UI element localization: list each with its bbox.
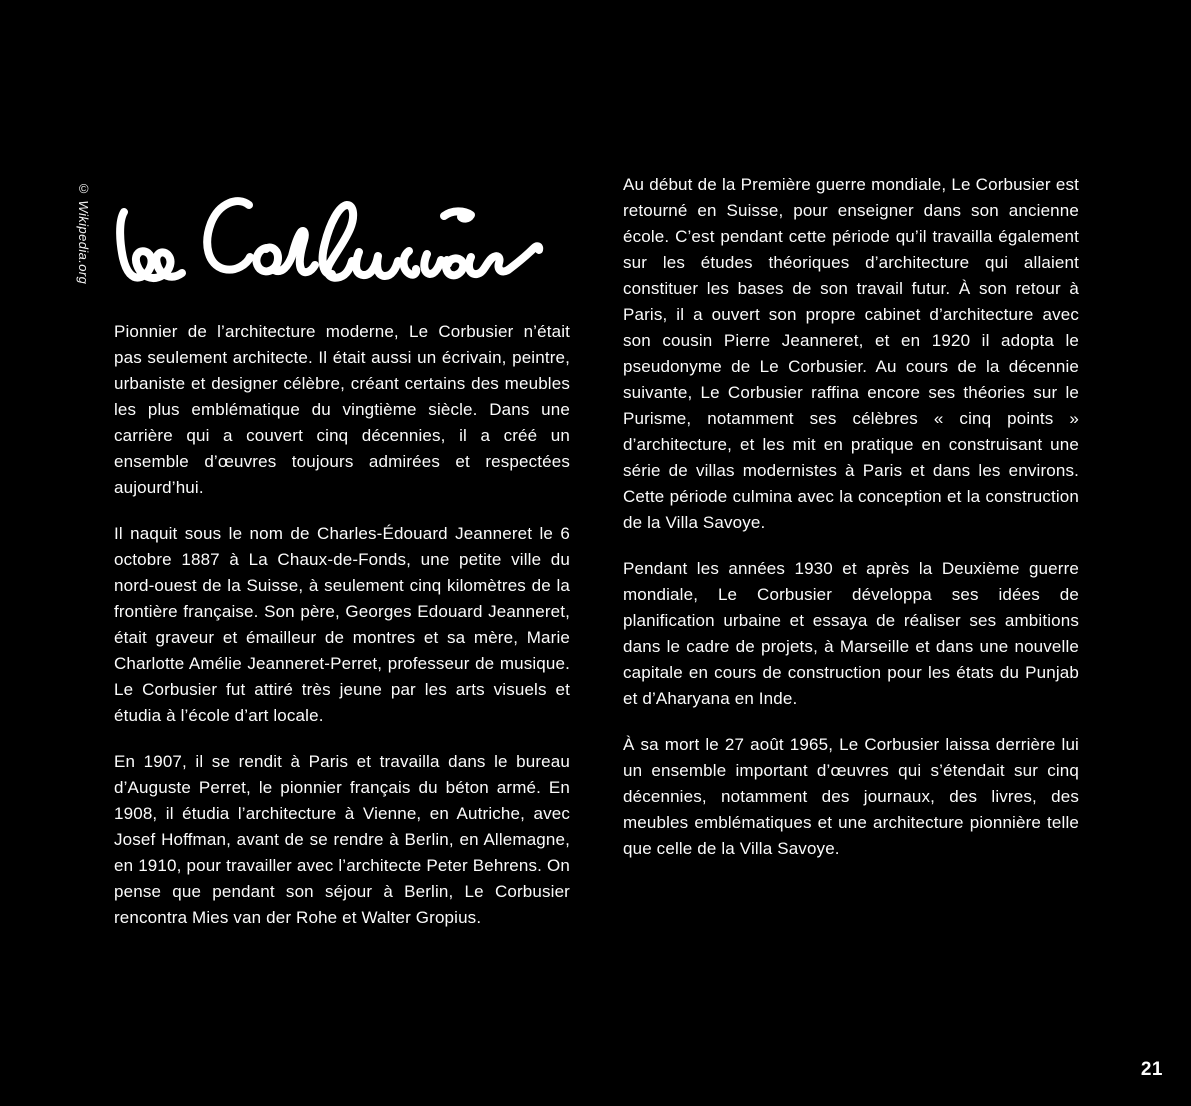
photo-credit: © Wikipedia.org xyxy=(76,181,91,285)
paragraph: À sa mort le 27 août 1965, Le Corbusier laissa derrière lui un ensemble important d’œuvres qui s’étendait sur cinq décennies, notamment des journaux, des livres, des meubles emblématiques et une architecture pionnière telle que celle de la Villa Savoye. xyxy=(623,735,1079,858)
right-column xyxy=(623,172,1079,862)
page-number: 21 xyxy=(1140,1059,1163,1080)
paragraph: Il naquit sous le nom de Charles-Édouard Jeanneret le 6 octobre 1887 à La Chaux-de-Fonds, une petite ville du nord-ouest de la Suisse, à seulement cinq kilomètres de la frontière française. Son père, Georges Edouard Jeanneret, était graveur et émailleur de montres et sa mère, Marie Charlotte Amélie Jeanneret-Perret, professeur de musique. Le Corbusier fut attiré très jeune par les arts visuels et étudia à l’école d’art locale. xyxy=(114,524,570,725)
signature-svg xyxy=(114,188,556,294)
paragraph: Au début de la Première guerre mondiale, Le Corbusier est retourné en Suisse, pour enseigner dans son ancienne école. C’est pendant cette période qu’il travailla également sur les études théoriques d’architecture qui allaient constituer les bases de son travail futur. À son retour à Paris, il a ouvert son propre cabinet d’architecture avec son cousin Pierre Jeanneret, et en 1920 il adopta le pseudonyme de Le Corbusier. Au cours de la décennie suivante, Le Corbusier raffina encore ses théories sur le Purisme, notamment ses célèbres « cinq points » d’architecture, et les mit en pratique en construisant une série de villas modernistes à Paris et dans les environs. Cette période culmina avec la conception et la construction de la Villa Savoye. xyxy=(623,175,1079,532)
paragraph: Pionnier de l’architecture moderne, Le Corbusier n’était pas seulement architecte. Il était aussi un écrivain, peintre, urbaniste et designer célèbre, créant certains des meubles les plus emblématique du vingtième siècle. Dans une carrière qui a couvert cinq décennies, il a créé un ensemble d’œuvres toujours admirées et respectées aujourd’hui. xyxy=(114,322,570,497)
le-corbusier-signature xyxy=(114,188,556,294)
paragraph: En 1907, il se rendit à Paris et travailla dans le bureau d’Auguste Perret, le pionnier français du béton armé. En 1908, il étudia l’architecture à Vienne, en Autriche, avec Josef Hoffman, avant de se rendre à Berlin, en Allemagne, en 1910, pour travailler avec l’architecte Peter Behrens. On pense que pendant son séjour à Berlin, Le Corbusier rencontra Mies van der Rohe et Walter Gropius. xyxy=(114,752,570,927)
left-column xyxy=(114,319,570,931)
paragraph: Pendant les années 1930 et après la Deuxième guerre mondiale, Le Corbusier développa ses idées de planification urbaine et essaya de réaliser ses ambitions dans le cadre de projets, à Marseille et dans une nouvelle capitale en cours de construction pour les états du Punjab et d’Aharyana en Inde. xyxy=(623,559,1079,708)
